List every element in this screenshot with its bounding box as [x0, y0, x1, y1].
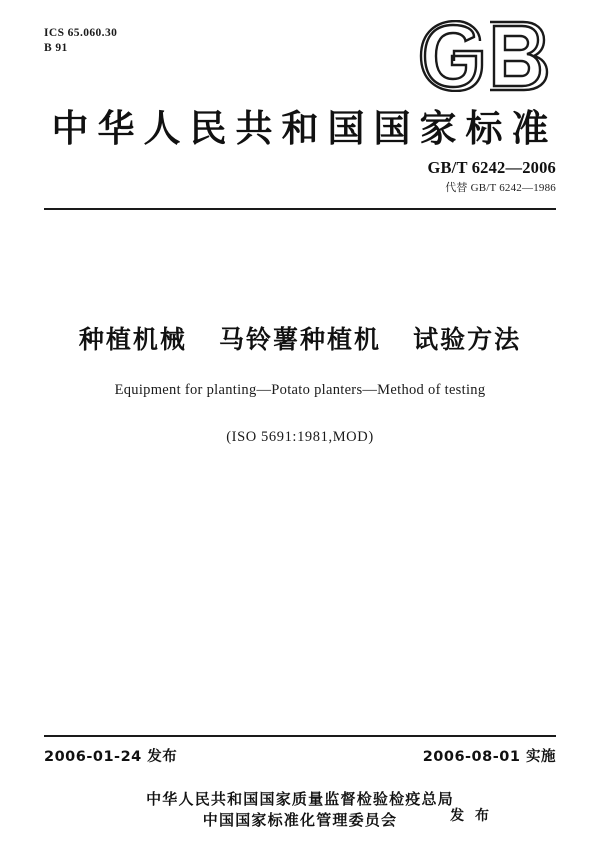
standard-replaces: 代替 GB/T 6242—1986 [445, 181, 556, 194]
ics-code: ICS 65.060.30 [44, 27, 118, 39]
standard-number-block [427, 158, 556, 195]
issue-date: 2006-01-24 发布 [44, 749, 178, 765]
title-english: Equipment for planting—Potato planters—Method of testing [114, 382, 486, 398]
top-divider [44, 208, 556, 210]
classification-code: B 91 [44, 42, 68, 54]
document-title-area [0, 320, 600, 446]
standard-number: GB/T 6242—2006 [427, 158, 556, 177]
bottom-divider [44, 735, 556, 737]
implementation-date: 2006-08-01 实施 [422, 749, 556, 765]
issuer-block [0, 789, 600, 831]
ics-classification-block [44, 26, 117, 56]
publish-word: 发 布 [450, 808, 492, 824]
date-row [44, 745, 556, 766]
title-iso-reference: (ISO 5691:1981,MOD) [226, 429, 374, 445]
title-chinese: 种植机械 马铃薯种植机 试验方法 [78, 325, 522, 354]
national-standard-title: 中华人民共和国国家标准 [51, 107, 558, 150]
cover-header [44, 26, 556, 106]
issuer-line-1: 中华人民共和国国家质量监督检验检疫总局 [146, 790, 454, 808]
issuer-line-2: 中国国家标准化管理委员会 [202, 811, 398, 829]
gb-logo-icon [416, 20, 556, 92]
